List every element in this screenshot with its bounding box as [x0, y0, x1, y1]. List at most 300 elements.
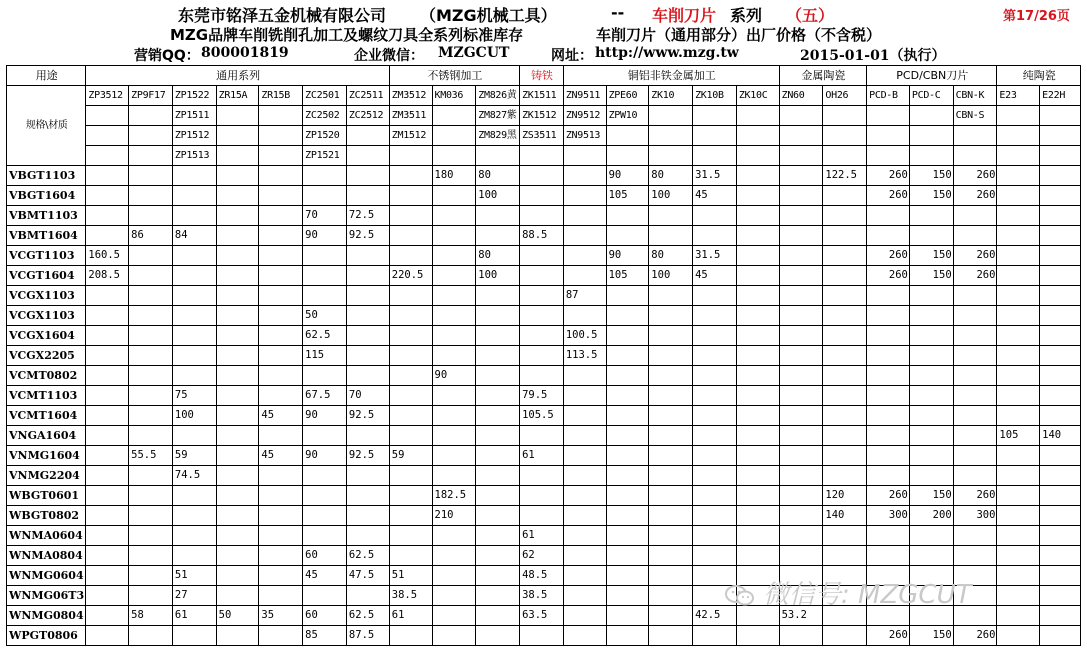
- price-cell: [216, 486, 259, 506]
- grade-cell: [997, 146, 1040, 166]
- price-cell: 90: [303, 446, 347, 466]
- price-cell: [649, 546, 693, 566]
- price-cell: 260: [953, 626, 997, 646]
- price-cell: [432, 246, 476, 266]
- grade-cell: [86, 106, 129, 126]
- price-cell: [172, 266, 216, 286]
- wechat-label: 企业微信：: [354, 48, 424, 64]
- price-cell: [432, 566, 476, 586]
- price-cell: [997, 366, 1040, 386]
- price-cell: [693, 626, 737, 646]
- price-cell: 87: [563, 286, 606, 306]
- price-cell: [693, 406, 737, 426]
- price-cell: [216, 446, 259, 466]
- grade-cell: [867, 146, 910, 166]
- price-cell: [779, 426, 823, 446]
- price-cell: [432, 186, 476, 206]
- price-cell: [216, 246, 259, 266]
- grade-cell: [867, 106, 910, 126]
- grade-cell: ZC2501: [303, 86, 347, 106]
- price-cell: [476, 526, 520, 546]
- insert-spec: VCMT0802: [7, 366, 86, 386]
- price-cell: 260: [867, 626, 910, 646]
- price-cell: [736, 346, 779, 366]
- price-cell: [606, 346, 649, 366]
- price-cell: [86, 486, 129, 506]
- price-cell: 58: [129, 606, 173, 626]
- price-cell: 42.5: [693, 606, 737, 626]
- price-cell: [86, 386, 129, 406]
- grade-cell: [736, 106, 779, 126]
- price-cell: 100: [172, 406, 216, 426]
- company-name: 东莞市铭泽五金机械有限公司: [178, 6, 387, 25]
- price-cell: [867, 226, 910, 246]
- price-cell: [563, 246, 606, 266]
- price-cell: [1040, 506, 1081, 526]
- price-cell: [346, 266, 389, 286]
- price-cell: 27: [172, 586, 216, 606]
- price-cell: [86, 466, 129, 486]
- price-cell: [867, 546, 910, 566]
- price-cell: 260: [867, 266, 910, 286]
- price-cell: [520, 266, 564, 286]
- price-cell: [172, 246, 216, 266]
- price-cell: 260: [953, 246, 997, 266]
- table-row: [7, 266, 1081, 286]
- price-cell: [649, 526, 693, 546]
- price-cell: [736, 306, 779, 326]
- price-cell: [779, 366, 823, 386]
- price-cell: [432, 306, 476, 326]
- price-cell: [476, 326, 520, 346]
- grade-cell: ZM826黄: [476, 86, 520, 106]
- price-cell: [259, 626, 303, 646]
- price-cell: [1040, 186, 1081, 206]
- price-cell: 51: [172, 566, 216, 586]
- price-cell: [172, 526, 216, 546]
- price-cell: [476, 566, 520, 586]
- price-cell: [736, 366, 779, 386]
- price-cell: [346, 506, 389, 526]
- price-cell: 208.5: [86, 266, 129, 286]
- price-cell: [520, 286, 564, 306]
- price-cell: 38.5: [520, 586, 564, 606]
- price-cell: [129, 626, 173, 646]
- price-cell: [389, 226, 432, 246]
- insert-spec: WNMG0804: [7, 606, 86, 626]
- grade-cell: [867, 126, 910, 146]
- grade-cell: PCD-C: [909, 86, 953, 106]
- qq-label: 营销QQ：: [134, 48, 200, 64]
- price-cell: [86, 166, 129, 186]
- price-cell: [129, 186, 173, 206]
- price-cell: [867, 206, 910, 226]
- price-cell: 45: [303, 566, 347, 586]
- price-cell: [779, 386, 823, 406]
- insert-spec: VBGT1604: [7, 186, 86, 206]
- price-cell: [997, 266, 1040, 286]
- price-cell: [520, 206, 564, 226]
- price-cell: [563, 266, 606, 286]
- price-cell: [520, 306, 564, 326]
- price-cell: [129, 346, 173, 366]
- insert-spec: VCGX2205: [7, 346, 86, 366]
- price-cell: 62.5: [346, 606, 389, 626]
- grade-cell: ZN9513: [563, 126, 606, 146]
- usage-header: 用途: [7, 66, 86, 86]
- price-cell: [867, 306, 910, 326]
- price-cell: 140: [1040, 426, 1081, 446]
- price-cell: [216, 306, 259, 326]
- price-cell: [997, 166, 1040, 186]
- price-cell: [779, 486, 823, 506]
- price-cell: [216, 406, 259, 426]
- price-cell: 260: [867, 186, 910, 206]
- price-cell: [86, 586, 129, 606]
- price-cell: 85: [303, 626, 347, 646]
- price-cell: [909, 406, 953, 426]
- grade-cell: CBN-S: [953, 106, 997, 126]
- price-cell: [216, 526, 259, 546]
- price-cell: [693, 286, 737, 306]
- price-cell: [86, 506, 129, 526]
- price-cell: [520, 326, 564, 346]
- price-cell: [303, 426, 347, 446]
- price-cell: 47.5: [346, 566, 389, 586]
- price-cell: [997, 186, 1040, 206]
- grade-cell: [693, 126, 737, 146]
- price-cell: [563, 206, 606, 226]
- price-cell: [432, 286, 476, 306]
- price-cell: 105: [606, 266, 649, 286]
- price-cell: [606, 586, 649, 606]
- price-cell: 35: [259, 606, 303, 626]
- price-cell: [953, 406, 997, 426]
- price-cell: [86, 306, 129, 326]
- price-cell: [736, 466, 779, 486]
- table-row: [7, 426, 1081, 446]
- price-cell: [303, 166, 347, 186]
- price-cell: [779, 246, 823, 266]
- price-cell: 60: [303, 546, 347, 566]
- table-row: [7, 466, 1081, 486]
- price-cell: [346, 526, 389, 546]
- price-cell: [389, 626, 432, 646]
- price-cell: 70: [303, 206, 347, 226]
- price-cell: [823, 286, 867, 306]
- table-row: [7, 626, 1081, 646]
- price-cell: [216, 586, 259, 606]
- grade-cell: [216, 106, 259, 126]
- price-cell: [129, 566, 173, 586]
- price-cell: [86, 286, 129, 306]
- price-cell: [779, 226, 823, 246]
- qq-number: 800001819: [201, 45, 289, 61]
- price-cell: [1040, 366, 1081, 386]
- price-cell: [520, 626, 564, 646]
- price-cell: [432, 606, 476, 626]
- price-cell: [129, 306, 173, 326]
- price-cell: [1040, 626, 1081, 646]
- price-cell: [823, 386, 867, 406]
- price-cell: [693, 366, 737, 386]
- grade-cell: E22H: [1040, 86, 1081, 106]
- price-cell: [997, 446, 1040, 466]
- price-cell: [389, 486, 432, 506]
- price-cell: [867, 286, 910, 306]
- price-cell: [909, 526, 953, 546]
- price-cell: [563, 426, 606, 446]
- grade-cell: [432, 146, 476, 166]
- price-cell: [693, 486, 737, 506]
- grade-cell: [259, 106, 303, 126]
- price-cell: [389, 326, 432, 346]
- price-cell: [649, 346, 693, 366]
- price-cell: 105.5: [520, 406, 564, 426]
- grade-cell: [1040, 106, 1081, 126]
- price-cell: [389, 406, 432, 426]
- price-cell: [867, 386, 910, 406]
- price-cell: 100: [476, 266, 520, 286]
- price-cell: [649, 386, 693, 406]
- table-row: [7, 526, 1081, 546]
- price-cell: [779, 206, 823, 226]
- grade-cell: ZP9F17: [129, 86, 173, 106]
- price-cell: [303, 506, 347, 526]
- price-cell: 50: [216, 606, 259, 626]
- price-cell: [693, 226, 737, 246]
- price-cell: [606, 206, 649, 226]
- price-cell: [909, 326, 953, 346]
- site-url[interactable]: http://www.mzg.tw: [595, 45, 739, 61]
- grade-cell: ZPE60: [606, 86, 649, 106]
- price-cell: 182.5: [432, 486, 476, 506]
- price-cell: [823, 626, 867, 646]
- grade-cell: ZP1521: [303, 146, 347, 166]
- subtitle-line: [0, 24, 1087, 46]
- price-cell: [1040, 386, 1081, 406]
- price-cell: 90: [303, 226, 347, 246]
- price-cell: [129, 266, 173, 286]
- insert-spec: VCGT1604: [7, 266, 86, 286]
- grade-cell: [997, 106, 1040, 126]
- grade-cell: [86, 126, 129, 146]
- price-cell: [563, 186, 606, 206]
- price-cell: [1040, 406, 1081, 426]
- price-cell: [1040, 206, 1081, 226]
- grade-cell: [953, 146, 997, 166]
- grade-row: [7, 106, 1081, 126]
- grade-row: [7, 86, 1081, 106]
- price-cell: [476, 346, 520, 366]
- price-cell: [432, 266, 476, 286]
- price-cell: [476, 586, 520, 606]
- price-cell: [346, 346, 389, 366]
- price-cell: [693, 346, 737, 366]
- price-cell: 87.5: [346, 626, 389, 646]
- price-cell: 50: [303, 306, 347, 326]
- price-cell: 80: [649, 246, 693, 266]
- price-cell: [563, 506, 606, 526]
- price-cell: [736, 246, 779, 266]
- price-cell: 61: [172, 606, 216, 626]
- grade-cell: ZPW10: [606, 106, 649, 126]
- price-cell: [997, 626, 1040, 646]
- price-cell: [997, 486, 1040, 506]
- price-cell: [779, 286, 823, 306]
- price-cell: [953, 546, 997, 566]
- price-cell: [172, 486, 216, 506]
- price-cell: [693, 326, 737, 346]
- price-cell: 150: [909, 486, 953, 506]
- price-cell: [1040, 606, 1081, 626]
- price-cell: [86, 526, 129, 546]
- price-cell: [909, 206, 953, 226]
- price-cell: [736, 206, 779, 226]
- price-cell: [172, 166, 216, 186]
- insert-spec: VCGT1103: [7, 246, 86, 266]
- price-cell: [389, 166, 432, 186]
- price-cell: [216, 366, 259, 386]
- price-cell: [172, 506, 216, 526]
- grade-cell: [520, 146, 564, 166]
- price-cell: [432, 466, 476, 486]
- grade-cell: ZK1511: [520, 86, 564, 106]
- price-cell: [736, 186, 779, 206]
- price-cell: [823, 326, 867, 346]
- price-cell: [259, 206, 303, 226]
- price-cell: [563, 466, 606, 486]
- price-cell: [997, 326, 1040, 346]
- price-cell: [476, 486, 520, 506]
- price-cell: [606, 546, 649, 566]
- price-cell: [259, 226, 303, 246]
- table-row: [7, 446, 1081, 466]
- price-cell: [779, 526, 823, 546]
- price-cell: 92.5: [346, 446, 389, 466]
- price-cell: 45: [259, 446, 303, 466]
- price-cell: [779, 506, 823, 526]
- grade-cell: ZN60: [779, 86, 823, 106]
- price-cell: 260: [867, 246, 910, 266]
- price-cell: [953, 426, 997, 446]
- price-cell: [606, 606, 649, 626]
- price-cell: [432, 426, 476, 446]
- price-cell: [953, 206, 997, 226]
- price-cell: [823, 526, 867, 546]
- price-cell: 62: [520, 546, 564, 566]
- grade-cell: [216, 146, 259, 166]
- grade-cell: [432, 126, 476, 146]
- table-row: [7, 406, 1081, 426]
- price-cell: [86, 426, 129, 446]
- price-cell: 160.5: [86, 246, 129, 266]
- price-cell: [389, 426, 432, 446]
- price-cell: [216, 566, 259, 586]
- price-cell: [693, 526, 737, 546]
- price-cell: 84: [172, 226, 216, 246]
- group-header: 纯陶瓷: [997, 66, 1081, 86]
- price-cell: 72.5: [346, 206, 389, 226]
- table-row: [7, 546, 1081, 566]
- price-cell: [649, 626, 693, 646]
- price-cell: [389, 526, 432, 546]
- price-cell: [909, 346, 953, 366]
- price-cell: [563, 526, 606, 546]
- price-cell: [867, 446, 910, 466]
- price-cell: [693, 306, 737, 326]
- price-cell: [997, 246, 1040, 266]
- price-cell: 120: [823, 486, 867, 506]
- price-cell: [953, 226, 997, 246]
- price-cell: [216, 386, 259, 406]
- price-cell: [432, 386, 476, 406]
- price-cell: [563, 366, 606, 386]
- insert-spec: WPGT0806: [7, 626, 86, 646]
- price-cell: [736, 506, 779, 526]
- site-label: 网址：: [551, 48, 593, 64]
- price-cell: [476, 426, 520, 446]
- price-cell: [476, 466, 520, 486]
- price-cell: [86, 366, 129, 386]
- price-cell: [1040, 166, 1081, 186]
- price-cell: [346, 166, 389, 186]
- price-cell: [606, 426, 649, 446]
- grade-cell: [129, 106, 173, 126]
- price-cell: [129, 366, 173, 386]
- price-cell: [216, 186, 259, 206]
- price-cell: [520, 486, 564, 506]
- price-cell: [86, 206, 129, 226]
- price-cell: [606, 306, 649, 326]
- price-cell: 122.5: [823, 166, 867, 186]
- price-cell: [997, 546, 1040, 566]
- insert-spec: VCMT1604: [7, 406, 86, 426]
- price-cell: [259, 386, 303, 406]
- price-cell: [346, 366, 389, 386]
- price-cell: [259, 486, 303, 506]
- price-cell: [606, 466, 649, 486]
- price-cell: [432, 406, 476, 426]
- price-cell: [606, 626, 649, 646]
- table-row: [7, 486, 1081, 506]
- price-cell: [693, 426, 737, 446]
- price-cell: 260: [953, 186, 997, 206]
- price-cell: [520, 426, 564, 446]
- price-cell: [823, 226, 867, 246]
- price-cell: [606, 526, 649, 546]
- price-cell: [259, 186, 303, 206]
- price-cell: [997, 306, 1040, 326]
- price-cell: [563, 546, 606, 566]
- price-cell: [736, 386, 779, 406]
- price-cell: [346, 286, 389, 306]
- price-cell: [172, 366, 216, 386]
- price-cell: 260: [953, 486, 997, 506]
- price-cell: [649, 606, 693, 626]
- price-cell: [86, 546, 129, 566]
- price-cell: 63.5: [520, 606, 564, 626]
- series-part: （五）: [786, 6, 835, 25]
- price-cell: [736, 486, 779, 506]
- price-cell: [520, 366, 564, 386]
- price-cell: [823, 186, 867, 206]
- price-cell: [909, 546, 953, 566]
- price-cell: [1040, 446, 1081, 466]
- price-cell: [867, 466, 910, 486]
- price-cell: 300: [953, 506, 997, 526]
- price-cell: 105: [997, 426, 1040, 446]
